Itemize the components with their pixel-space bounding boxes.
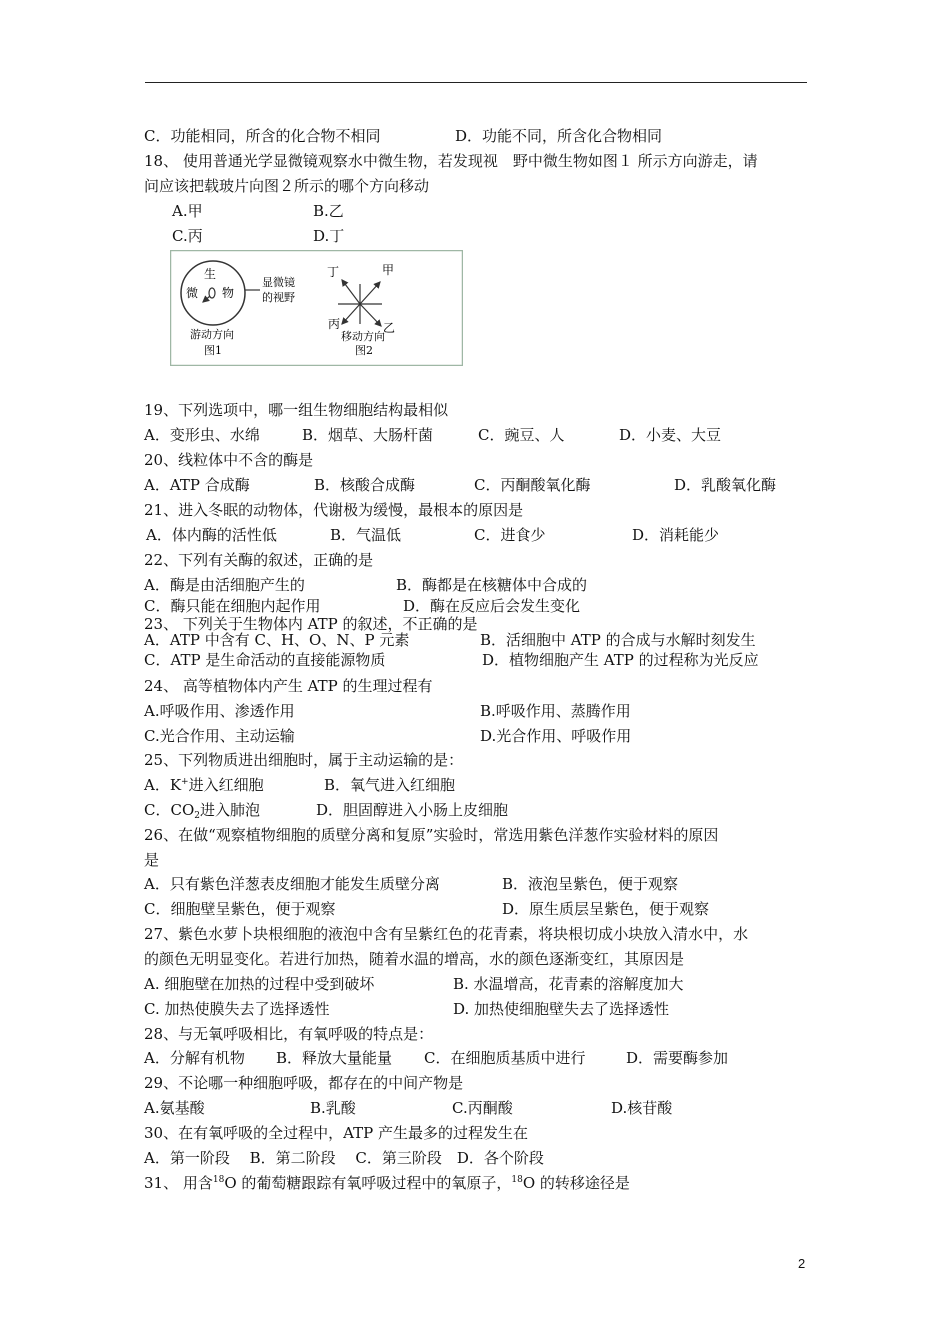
q25-option-a-superscript: + bbox=[181, 777, 189, 787]
q31-stem-part2: O 的葡萄糖跟踪有氧呼吸过程中的氧原子， bbox=[224, 1174, 512, 1192]
fig2-label-jia: 甲 bbox=[382, 263, 395, 277]
fig1-label-line1: 显微镜 bbox=[262, 276, 295, 289]
q20-option-b: B．核酸合成酶 bbox=[314, 476, 416, 494]
q24-option-d: D.光合作用、呼吸作用 bbox=[480, 727, 632, 745]
q22-option-b: B．酶都是在核糖体中合成的 bbox=[396, 576, 588, 594]
q18-stem-line1: 18、 使用普通光学显微镜观察水中微生物，若发现视 野中微生物如图１ 所示方向游走，请 bbox=[144, 152, 758, 170]
q23-option-a: A．ATP 中含有 C、H、O、N、P 元素 bbox=[144, 631, 410, 649]
fig1-name: 图1 bbox=[204, 344, 222, 357]
fig1-caption: 游动方向 bbox=[190, 328, 234, 341]
q25-option-c bbox=[144, 800, 260, 820]
q20-option-d: D．乳酸氧化酶 bbox=[674, 476, 777, 494]
microscope-figure-svg bbox=[170, 250, 463, 366]
q24-option-a: A.呼吸作用、渗透作用 bbox=[144, 702, 295, 720]
q28-stem: 28、与无氧呼吸相比，有氧呼吸的特点是： bbox=[144, 1025, 434, 1043]
q17-option-d: D．功能不同，所含化合物相同 bbox=[455, 127, 663, 145]
q31-stem-part3: O 的转移途径是 bbox=[522, 1174, 630, 1192]
q27-stem-line1: 27、紫色水萝卜块根细胞的液泡中含有呈紫红色的花青素，将块根切成小块放入清水中，水 bbox=[144, 925, 749, 943]
q21-option-a: A．体内酶的活性低 bbox=[146, 526, 277, 544]
q26-stem-line1: 26、在做“观察植物细胞的质壁分离和复原”实验时，常选用紫色洋葱作实验材料的原因 bbox=[144, 826, 719, 844]
q27-option-c: C. 加热使膜失去了选择透性 bbox=[144, 1000, 330, 1018]
q22-option-a: A．酶是由活细胞产生的 bbox=[144, 576, 305, 594]
q28-option-d: D．需要酶参加 bbox=[626, 1049, 729, 1067]
q31-stem-part1: 31、 用含 bbox=[144, 1174, 213, 1192]
q27-stem-line2: 的颜色无明显变化。若进行加热，随着水温的增高，水的颜色逐渐变红，其原因是 bbox=[144, 950, 685, 968]
microscope-figure bbox=[170, 250, 463, 366]
q24-option-b: B.呼吸作用、蒸腾作用 bbox=[480, 702, 631, 720]
q19-option-b: B．烟草、大肠杆菌 bbox=[302, 426, 434, 444]
q25-option-c-subscript: 2 bbox=[194, 811, 200, 821]
q25-option-a-prefix: A．K bbox=[144, 776, 182, 794]
q21-stem: 21、进入冬眠的动物体，代谢极为缓慢，最根本的原因是 bbox=[144, 501, 524, 519]
q18-option-b: B.乙 bbox=[313, 202, 344, 220]
q19-option-a: A．变形虫、水绵 bbox=[144, 426, 260, 444]
q18-option-a: A.甲 bbox=[172, 202, 203, 220]
q23-option-b: B．活细胞中 ATP 的合成与水解时刻发生 bbox=[480, 631, 756, 649]
q26-option-d: D．原生质层呈紫色，便于观察 bbox=[502, 900, 710, 918]
q22-stem: 22、下列有关酶的叙述，正确的是 bbox=[144, 551, 374, 569]
q18-stem-line2: 问应该把载玻片向图２所示的哪个方向移动 bbox=[144, 177, 430, 195]
header-rule bbox=[145, 82, 807, 83]
q25-option-c-suffix: 进入肺泡 bbox=[200, 801, 261, 819]
q21-option-b: B．气温低 bbox=[330, 526, 402, 544]
q28-option-a: A．分解有机物 bbox=[144, 1049, 245, 1067]
q25-option-a bbox=[144, 775, 264, 795]
q23-option-d: D．植物细胞产生 ATP 的过程称为光反应 bbox=[482, 651, 759, 669]
q27-option-b: B. 水温增高，花青素的溶解度加大 bbox=[453, 975, 684, 993]
q19-stem: 19、下列选项中，哪一组生物细胞结构最相似 bbox=[144, 401, 449, 419]
fig2-label-yi: 乙 bbox=[383, 321, 396, 335]
page-number: 2 bbox=[798, 1256, 806, 1271]
fig2-caption: 移动方向 bbox=[341, 330, 385, 343]
q29-option-d: D.核苷酸 bbox=[611, 1099, 673, 1117]
fig1-char-wei: 微 bbox=[186, 286, 199, 300]
q21-option-d: D．消耗能少 bbox=[632, 526, 720, 544]
q25-option-a-suffix: 进入红细胞 bbox=[188, 776, 264, 794]
q26-option-c: C．细胞壁呈紫色，便于观察 bbox=[144, 900, 336, 918]
q20-option-a: A．ATP 合成酶 bbox=[144, 476, 250, 494]
q30-stem: 30、在有氧呼吸的全过程中，ATP 产生最多的过程发生在 bbox=[144, 1124, 528, 1142]
q18-option-c: C.丙 bbox=[172, 227, 203, 245]
q25-option-d: D．胆固醇进入小肠上皮细胞 bbox=[316, 801, 509, 819]
q23-option-c: C．ATP 是生命活动的直接能源物质 bbox=[144, 651, 386, 669]
q28-option-b: B．释放大量能量 bbox=[276, 1049, 393, 1067]
q31-stem bbox=[144, 1173, 630, 1193]
q22-option-c: C．酶只能在细胞内起作用 bbox=[144, 597, 321, 615]
q31-superscript-2: 18 bbox=[511, 1175, 523, 1185]
q29-option-b: B.乳酸 bbox=[310, 1099, 356, 1117]
q28-option-c: C．在细胞质基质中进行 bbox=[424, 1049, 586, 1067]
q23-stem: 23、 下列关于生物体内 ATP 的叙述，不正确的是 bbox=[144, 615, 478, 633]
q29-stem: 29、不论哪一种细胞呼吸，都存在的中间产物是 bbox=[144, 1074, 464, 1092]
q20-stem: 20、线粒体中不含的酶是 bbox=[144, 451, 314, 469]
fig1-char-sheng: 生 bbox=[204, 267, 217, 281]
fig2-name: 图2 bbox=[355, 344, 373, 357]
fig2-label-ding: 丁 bbox=[327, 265, 340, 279]
q19-option-d: D．小麦、大豆 bbox=[619, 426, 722, 444]
q24-option-c: C.光合作用、主动运输 bbox=[144, 727, 295, 745]
q18-option-d: D.丁 bbox=[313, 227, 345, 245]
q26-stem-line2: 是 bbox=[144, 851, 160, 869]
q21-option-c: C．进食少 bbox=[474, 526, 546, 544]
q25-option-c-prefix: C．CO bbox=[144, 801, 195, 819]
q27-option-d: D. 加热使细胞壁失去了选择透性 bbox=[453, 1000, 670, 1018]
q17-option-c: C．功能相同，所含的化合物不相同 bbox=[144, 127, 381, 145]
fig1-label-line2: 的视野 bbox=[262, 291, 295, 304]
q25-stem: 25、下列物质进出细胞时，属于主动运输的是： bbox=[144, 751, 464, 769]
q31-superscript-1: 18 bbox=[212, 1175, 225, 1185]
q25-option-b: B．氧气进入红细胞 bbox=[324, 776, 456, 794]
q24-stem: 24、 高等植物体内产生 ATP 的生理过程有 bbox=[144, 677, 433, 695]
q29-option-c: C.丙酮酸 bbox=[452, 1099, 513, 1117]
q26-option-b: B．液泡呈紫色，便于观察 bbox=[502, 875, 679, 893]
q22-option-d: D．酶在反应后会发生变化 bbox=[403, 597, 581, 615]
q29-option-a: A.氨基酸 bbox=[144, 1099, 205, 1117]
fig2-label-bing: 丙 bbox=[328, 317, 341, 331]
fig1-char-wu: 物 bbox=[222, 286, 235, 300]
q30-options: A．第一阶段 B．第二阶段 C．第三阶段 D．各个阶段 bbox=[144, 1149, 544, 1167]
q27-option-a: A. 细胞壁在加热的过程中受到破坏 bbox=[144, 975, 375, 993]
q26-option-a: A．只有紫色洋葱表皮细胞才能发生质壁分离 bbox=[144, 875, 440, 893]
q19-option-c: C．豌豆、人 bbox=[478, 426, 565, 444]
q20-option-c: C．丙酮酸氧化酶 bbox=[474, 476, 591, 494]
